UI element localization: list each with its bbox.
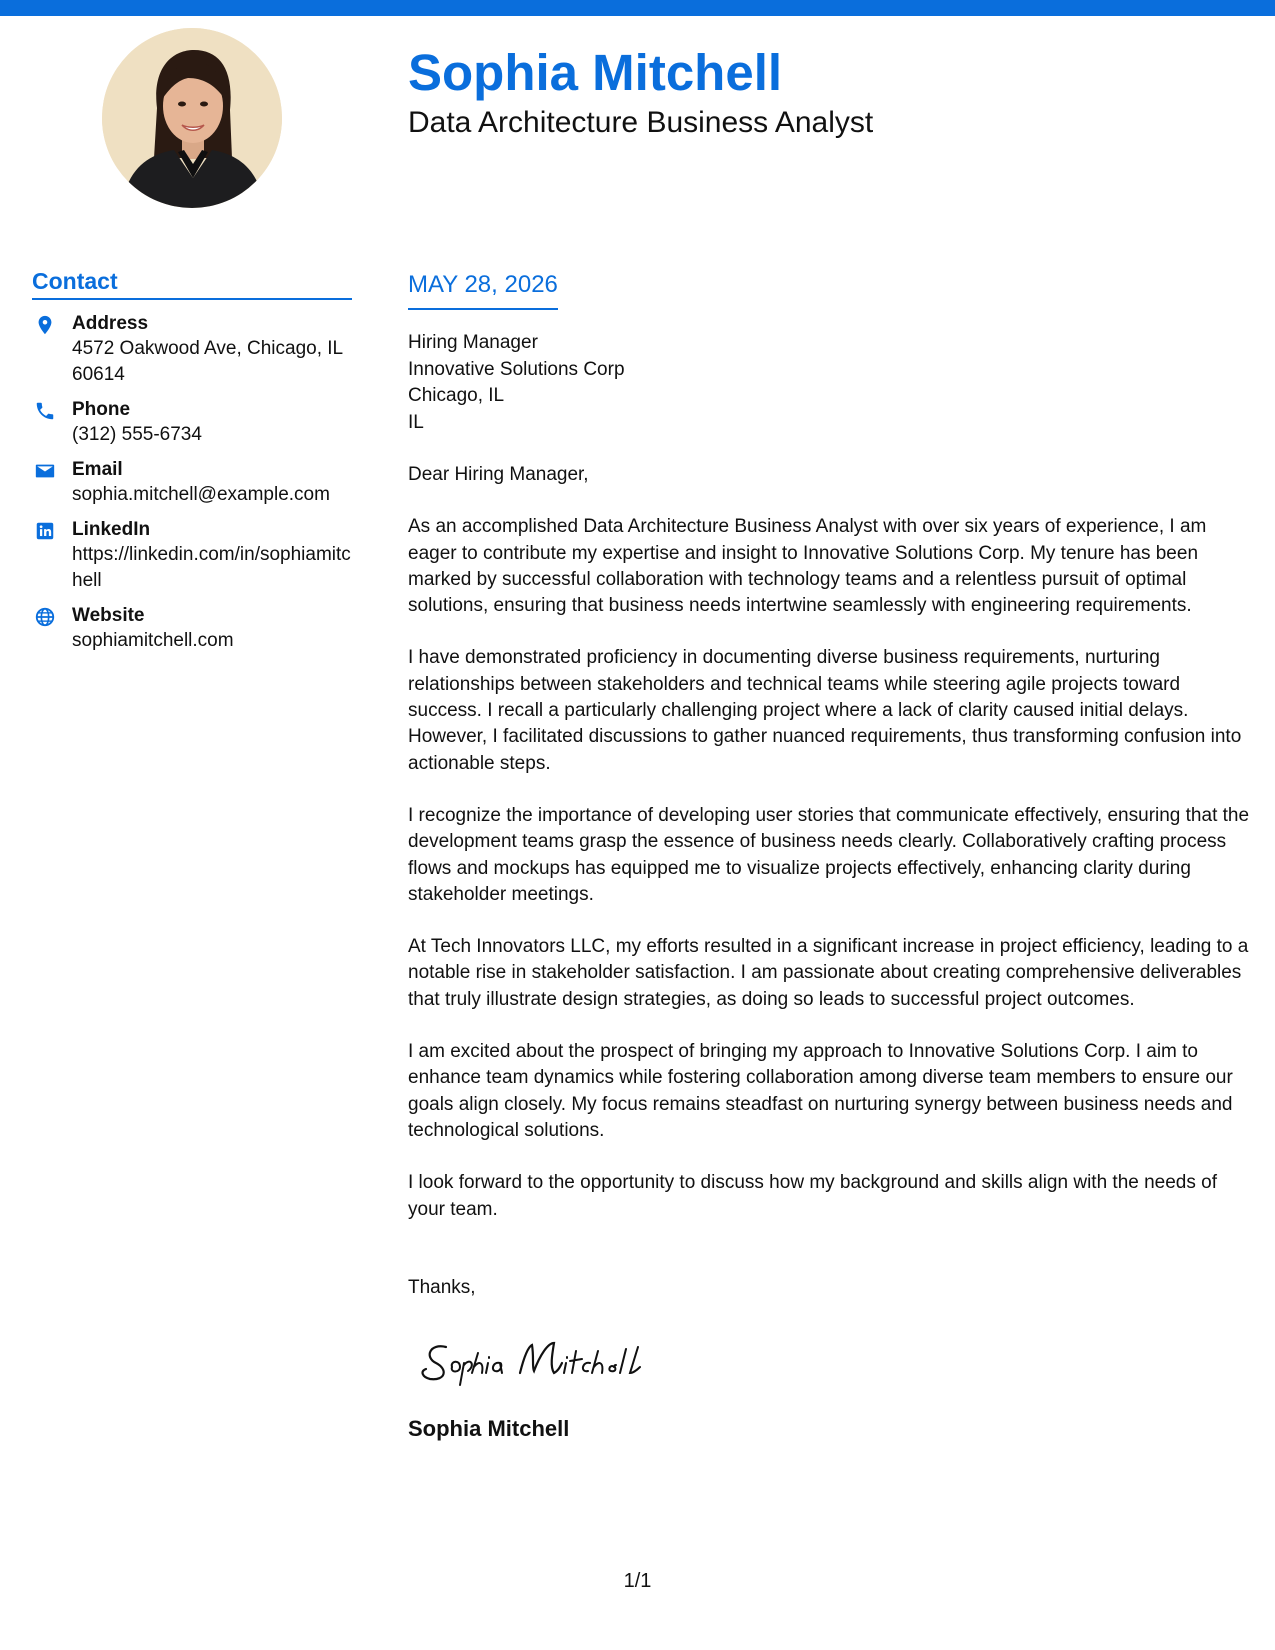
contact-linkedin (32, 518, 352, 594)
contact-label: Email (72, 459, 123, 480)
top-accent-bar (0, 0, 1275, 16)
profile-photo (102, 28, 282, 208)
letter-paragraph: I am excited about the prospect of bringing my approach to Innovative Solutions Corp. I aim to enhance team dynamics while fostering collaboration among diverse team members to ensure our goals align closely. My focus remains steadfast on nurturing synergy between business needs and technological solutions. (408, 1041, 1233, 1141)
contact-list (32, 312, 352, 654)
recipient-line: Hiring Manager (408, 332, 538, 353)
contact-heading: Contact (32, 266, 352, 300)
header (408, 40, 1228, 140)
contact-value: https://linkedin.com/in/sophiamitchell (72, 544, 351, 591)
contact-value: (312) 555-6734 (72, 424, 202, 445)
letter-body (408, 268, 1258, 1443)
contact-sidebar (32, 266, 352, 664)
contact-address (32, 312, 352, 388)
job-title: Data Architecture Business Analyst (408, 106, 874, 139)
letter-date: MAY 28, 2026 (408, 268, 558, 310)
contact-value: sophiamitchell.com (72, 630, 234, 651)
contact-email (32, 458, 352, 508)
contact-phone (32, 398, 352, 448)
globe-icon (34, 606, 56, 628)
letter-paragraph: At Tech Innovators LLC, my efforts resulted in a significant increase in project efficiency, leading to a notable rise in stakeholder satisfaction. I am passionate about creating comprehensive deliverables that truly illustrate design strategies, as doing so leads to successful project outcomes. (408, 936, 1249, 1010)
greeting: Dear Hiring Manager, (408, 464, 589, 485)
map-pin-icon (34, 314, 56, 336)
recipient-line: IL (408, 411, 424, 433)
letter-paragraph: As an accomplished Data Architecture Business Analyst with over six years of experience, I am eager to contribute my expertise and insight to Innovative Solutions Corp. My tenure has been marked by successful collaboration with technology teams and a relentless pursuit of optimal solutions, ensuring that business needs intertwine seamlessly with engineering requirements. (408, 516, 1207, 617)
contact-label: Website (72, 605, 145, 626)
contact-label: Address (72, 313, 149, 334)
contact-label: Phone (72, 399, 131, 420)
letter-paragraph: I recognize the importance of developing user stories that communicate effectively, ensuring that the development teams grasp the essence of business needs clearly. Collaboratively crafting process flows and mockups has equipped me to visualize projects effectively, enhancing clarity during stakeholder meetings. (408, 804, 1250, 905)
linkedin-icon (34, 520, 56, 542)
phone-icon (34, 400, 56, 422)
recipient-line: Chicago, IL (408, 385, 505, 406)
closing: Thanks, (408, 1276, 476, 1298)
signer-name: Sophia Mitchell (408, 1416, 570, 1442)
page-number: 1/1 (623, 1570, 652, 1592)
contact-label: LinkedIn (72, 519, 151, 540)
recipient-block (408, 330, 1258, 436)
contact-value: 4572 Oakwood Ave, Chicago, IL 60614 (72, 338, 343, 385)
handwritten-signature (416, 1327, 1258, 1387)
contact-value: sophia.mitchell@example.com (72, 484, 330, 505)
email-icon (34, 460, 56, 482)
recipient-line: Innovative Solutions Corp (408, 358, 625, 380)
letter-paragraph: I have demonstrated proficiency in documenting diverse business requirements, nurturing relationships between stakeholders and technical teams while steering agile projects toward success. I recall a particularly challenging project where a lack of clarity caused initial delays. However, I facilitated discussions to gather nuanced requirements, thus transforming confusion into actionable steps. (408, 647, 1242, 774)
candidate-name: Sophia Mitchell (408, 44, 783, 101)
letter-paragraph: I look forward to the opportunity to discuss how my background and skills align with the needs of your team. (408, 1172, 1217, 1220)
contact-website (32, 604, 352, 654)
